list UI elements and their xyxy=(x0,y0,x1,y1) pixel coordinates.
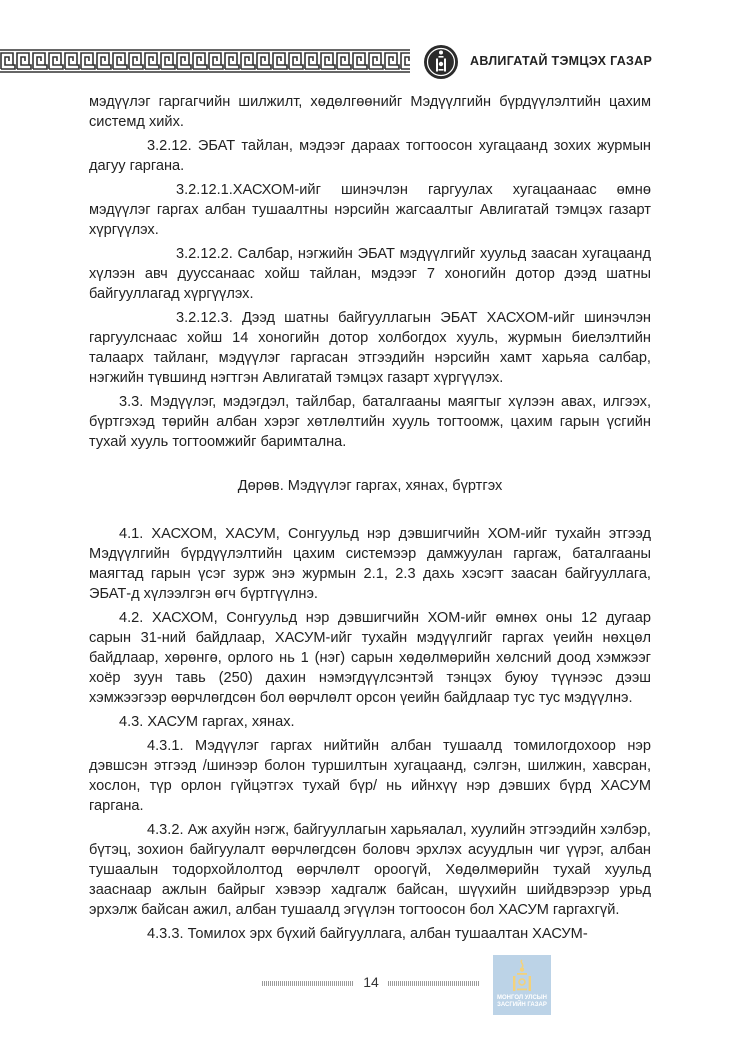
paragraph-continuation: мэдүүлэг гаргагчийн шилжилт, хөдөлгөөнийг Мэдүүлгийн бүрдүүлэлтийн цахим системд хийх. xyxy=(89,94,651,130)
paragraph-4-2: 4.2. ХАСХОМ, Сонгуульд нэр дэвшигчийн ХОМ-ийг өмнөх оны 12 дугаар сарын 31-ний байдлаар, ХАСУМ-ийг тухайн мэдүүлгийг гаргах үеийн нөхцөл байдлаар, хөрөнгө, орлого нь 1 (нэг) сарын хөдөлмөрийн хөлсний доод хэмжээг хоёр зуун тавь (250) дахин нэмэгдүүлсэнтэй тэнцэх буюу түүнээс дээш хэмжээгээр өөрчлөгдсөн бол өөрчлөлт орсон үеийн байдлаар тус тус мэдүүлнэ. xyxy=(89,610,651,706)
page-footer xyxy=(0,955,739,1015)
agency-name: АВЛИГАТАЙ ТЭМЦЭХ ГАЗАР xyxy=(470,54,653,68)
mongolian-government-logo-icon xyxy=(493,955,551,1015)
section-heading: Дөрөв. Мэдүүлэг гаргах, хянах, бүртгэх xyxy=(237,478,503,494)
gov-logo-text xyxy=(493,995,551,1009)
gov-logo-line-2: ЗАСГИЙН ГАЗАР xyxy=(497,1002,547,1008)
paragraph-4-3-2: 4.3.2. Аж ахуйн нэгж, байгууллагын харьяалал, хуулийн этгээдийн хэлбэр, бүтэц, зохион байгуулалт өөрчлөгдсөн боловч эрхлэх асуудлын чиг үүрэг, албан тушаалын тодорхойлолтод өөрчлөлт ороогүй, Хөдөлмөрийн тухай хуульд зааснаар ажлын байрыг хэвээр хадгалж байсан, шүүхийн шийдвэрээр урьд эрхэлж байсан ажил, албан тушаалд эгүүлэн тогтоосон бол ХАСУМ гаргахгүй. xyxy=(89,822,651,918)
footer-rule-right xyxy=(388,981,480,986)
page-header xyxy=(0,42,739,82)
paragraph-4-3-1: 4.3.1. Мэдүүлэг гаргах нийтийн албан тушаалд томилогдохоор нэр дэвшсэн этгээд /шинээр болон туршилтын хугацаанд, сэлгэн, шилжин, хавсран, хослон, түр орлон гүйцэтгэх тухай бүр/ нь ийнхүү нэр дэвших бүрд ХАСУМ гаргана. xyxy=(89,738,651,814)
paragraph-4-1: 4.1. ХАСХОМ, ХАСУМ, Сонгуульд нэр дэвшигчийн ХОМ-ийг тухайн этгээд Мэдүүлгийн бүрдүүлэлтийн цахим системээр дамжуулан гаргаж, баталгааны маягтад гарын үсэг зурж энэ журмын 2.1, 2.3 дахь хэсэгт заасан байгууллага, ЭБАТ-д хүлээлгэн өгч бүртгүүлнэ. xyxy=(89,526,651,602)
gov-logo-line-1: МОНГОЛ УЛСЫН xyxy=(497,995,547,1001)
soyombo-emblem-icon xyxy=(423,44,459,80)
paragraph-4-3-3: 4.3.3. Томилох эрх бүхий байгууллага, албан тушаалтан ХАСУМ- xyxy=(147,926,588,942)
paragraph-3-2-12-1: 3.2.12.1.ХАСХОМ-ийг шинэчлэн гаргуулах хугацаанаас өмнө мэдүүлэг гаргах албан тушаалтны нэрсийн жагсаалтыг Авлигатай тэмцэх газарт хүргүүлэх. xyxy=(89,182,651,238)
document-body xyxy=(89,92,651,948)
mongolian-key-pattern-icon xyxy=(0,49,410,73)
soyombo-symbol-icon xyxy=(510,959,534,993)
paragraph-4-3: 4.3. ХАСУМ гаргах, хянах. xyxy=(119,714,295,730)
paragraph-3-2-12: 3.2.12. ЭБАТ тайлан, мэдээг дараах тогтоосон хугацаанд зохих журмын дагуу гаргана. xyxy=(89,138,651,174)
paragraph-3-2-12-2: 3.2.12.2. Салбар, нэгжийн ЭБАТ мэдүүлгийг хуульд заасан хугацаанд хүлээн авч дууссанаас хойш тайлан, мэдээг 7 хоногийн дотор дээд шатны байгууллагад хүргүүлэх. xyxy=(89,246,651,302)
page-number: 14 xyxy=(363,974,379,990)
paragraph-3-3: 3.3. Мэдүүлэг, мэдэгдэл, тайлбар, баталгааны маягтыг хүлээн авах, илгээх, бүртгэхэд төрийн албан хэрэг хөтлөлтийн хууль тогтоомж, цахим гарын үсгийн тухай хууль тогтоомжийг баримтална. xyxy=(89,394,651,450)
footer-rule-left xyxy=(262,981,354,986)
paragraph-3-2-12-3: 3.2.12.3. Дээд шатны байгууллагын ЭБАТ ХАСХОМ-ийг шинэчлэн гаргуулснаас хойш 14 хоногийн дотор холбогдох хууль, журмын биелэлтийн талаарх тайланг, мэдүүлэг гаргасан этгээдийн нэрсийн хамт харьяа салбар, нэгжийн түвшинд нэгтгэн Авлигатай тэмцэх газарт хүргүүлэх. xyxy=(89,310,651,386)
